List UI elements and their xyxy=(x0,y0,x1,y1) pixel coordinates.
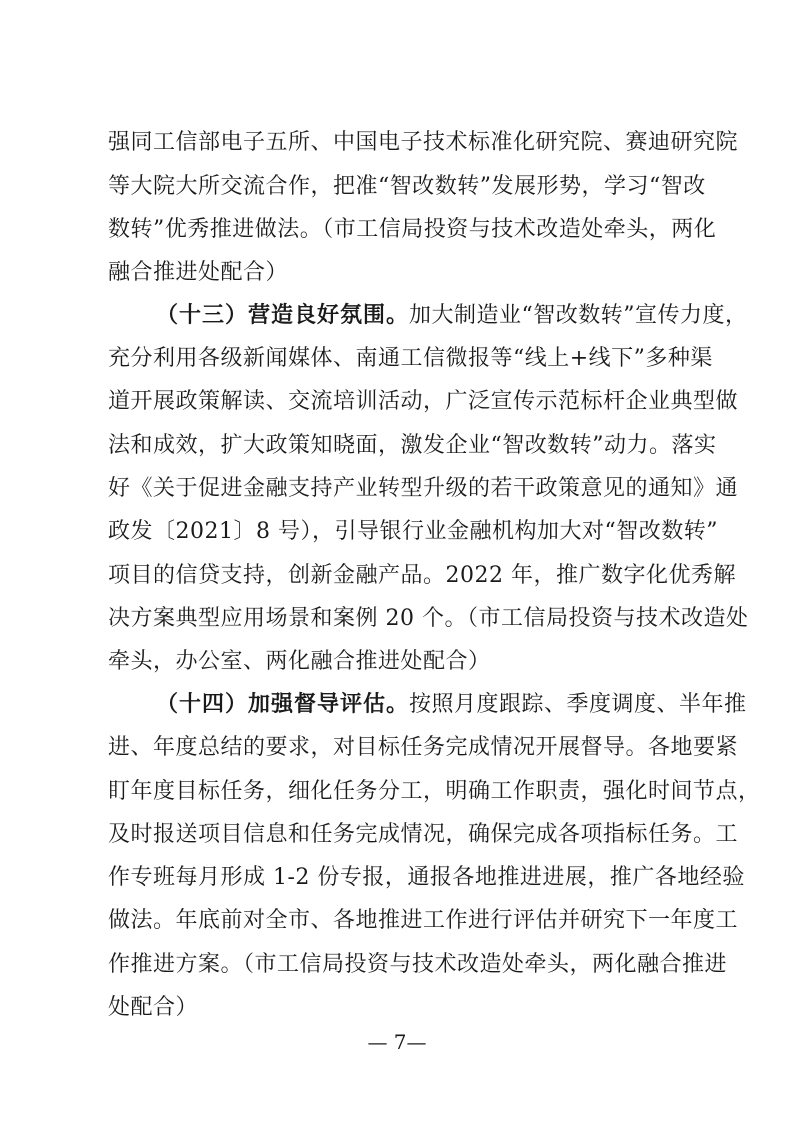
text-line: 政发〔2021〕8 号），引导银行业金融机构加大对“智改数转” xyxy=(108,519,718,544)
section-13-first-line xyxy=(156,301,748,331)
text-line: 盯年度目标任务，细化任务分工，明确工作职责，强化时间节点， xyxy=(108,779,761,804)
text-line: 等大院大所交流合作，把准“智改数转”发展形势，学习“智改 xyxy=(108,174,706,199)
text-line: 项目的信贷支持，创新金融产品。2022 年，推广数字化优秀解 xyxy=(108,563,736,588)
text-line: 强同工信部电子五所、中国电子技术标准化研究院、赛迪研究院 xyxy=(108,130,739,155)
section-14-first-line xyxy=(156,690,747,720)
text-line: 好《关于促进金融支持产业转型升级的若干政策意见的通知》通 xyxy=(108,476,739,501)
text-line: 作推进方案。（市工信局投资与技术改造处牵头，两化融合推进 xyxy=(108,952,728,977)
text-line: 充分利用各级新闻媒体、南通工信微报等“线上+线下”多种渠 xyxy=(108,346,713,371)
text-line: 决方案典型应用场景和案例 20 个。（市工信局投资与技术改造处 xyxy=(108,606,749,631)
section-13-heading: （十三）营造良好氛围。 xyxy=(156,303,410,328)
text-line: 做法。年底前对全市、各地推进工作进行评估并研究下一年度工 xyxy=(108,908,739,933)
text-line: 道开展政策解读、交流培训活动，广泛宣传示范标杆企业典型做 xyxy=(108,389,739,414)
page-number: — 7— xyxy=(367,1030,427,1054)
section-14-first-line-text: 按照月度跟踪、季度调度、半年推 xyxy=(409,692,747,717)
text-line: 牵头，办公室、两化融合推进处配合） xyxy=(108,649,491,674)
text-line: 及时报送项目信息和任务完成情况，确保完成各项指标任务。工 xyxy=(108,822,739,847)
text-line: 融合推进处配合） xyxy=(108,260,289,285)
text-line: 作专班每月形成 1-2 份专报，通报各地推进进展，推广各地经验 xyxy=(108,865,745,890)
text-line: 进、年度总结的要求，对目标任务完成情况开展督导。各地要紧 xyxy=(108,735,739,760)
text-line: 数转”优秀推进做法。（市工信局投资与技术改造处牵头，两化 xyxy=(108,217,717,242)
text-line: 处配合） xyxy=(108,995,199,1020)
section-14-heading: （十四）加强督导评估。 xyxy=(156,692,410,717)
section-13-first-line-text: 加大制造业“智改数转”宣传力度， xyxy=(409,303,748,328)
text-line: 法和成效，扩大政策知晓面，激发企业“智改数转”动力。落实 xyxy=(108,433,717,458)
